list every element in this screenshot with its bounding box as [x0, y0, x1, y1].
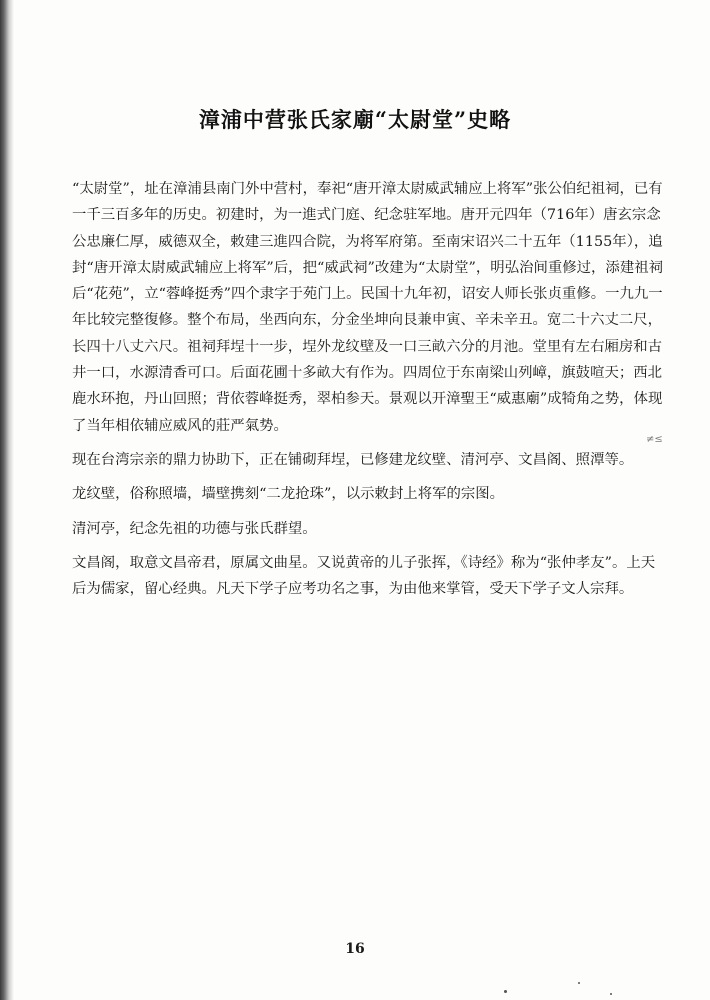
- paragraph-history: “太尉堂”，址在漳浦县南门外中营村，奉祀“唐开漳太尉威武辅应上将军”张公伯纪祖祠，已有一千三百多年的历史。初建时，为一進式门庭、纪念驻军地。唐开元四年（716年）唐玄宗念公忠廉仁厚，威德双全，敕建三進四合院，为将军府第。至南宋诏兴二十五年（1155年），追封“唐开漳太尉威武辅应上将军”后，把“威武祠”改建为“太尉堂”，明弘治间重修过，添建祖祠后“花苑”，立“蓉峰挺秀”四个隶字于苑门上。民国十九年初，诏安人师长张贞重修。一九九一年比较完整復修。整个布局，坐西向东，分金坐坤向艮兼申寅、辛未辛丑。宽二十六丈二尺，长四十八丈六尺。祖祠拜埕十一步，埕外龙纹壁及一口三畝六分的月池。堂里有左右厢房和古井一口，水源清香可口。后面花圃十多畝大有作为。四周位于东南梁山列嶂，旗鼓喧天；西北鹿水环抱，丹山回照；背依蓉峰挺秀，翠柏参天。景观以开漳聖王“威惠廟”成犄角之势，体现了当年相依辅应威风的莊严氣势。: [72, 181, 663, 434]
- paragraph-qinghe-pavilion: 清河亭，纪念先祖的功德与张氏群望。: [72, 520, 317, 537]
- margin-handwritten-mark: ≠≤: [646, 434, 663, 445]
- scan-speck: [504, 990, 507, 993]
- paragraph-dragon-wall: 龙纹壁，俗称照墙，墙壁携刻“二龙抢珠”，以示敕封上将军的宗图。: [72, 486, 505, 503]
- paragraph-restoration: 现在台湾宗亲的鼎力协助下，正在铺砌拜埕，已修建龙纹壁、清河亭、文昌阁、照潭等。: [72, 451, 634, 468]
- article-body: [72, 176, 668, 602]
- page-title: 漳浦中营张氏家廟“太尉堂”史略: [198, 107, 512, 132]
- page-number: 16: [345, 941, 365, 957]
- scan-speck: [610, 993, 612, 995]
- paragraph-wenchang-pavilion: 文昌阁，取意文昌帝君，原属文曲星。又说黄帝的儿子张挥，《诗经》称为“张仲孝友”。上天后为儒家，留心经典。凡天下学子应考功名之事，为由他来掌管，受天下学子文人宗拜。: [72, 554, 656, 598]
- scan-left-edge-shadow: [0, 0, 14, 1000]
- scan-speck: [578, 982, 580, 984]
